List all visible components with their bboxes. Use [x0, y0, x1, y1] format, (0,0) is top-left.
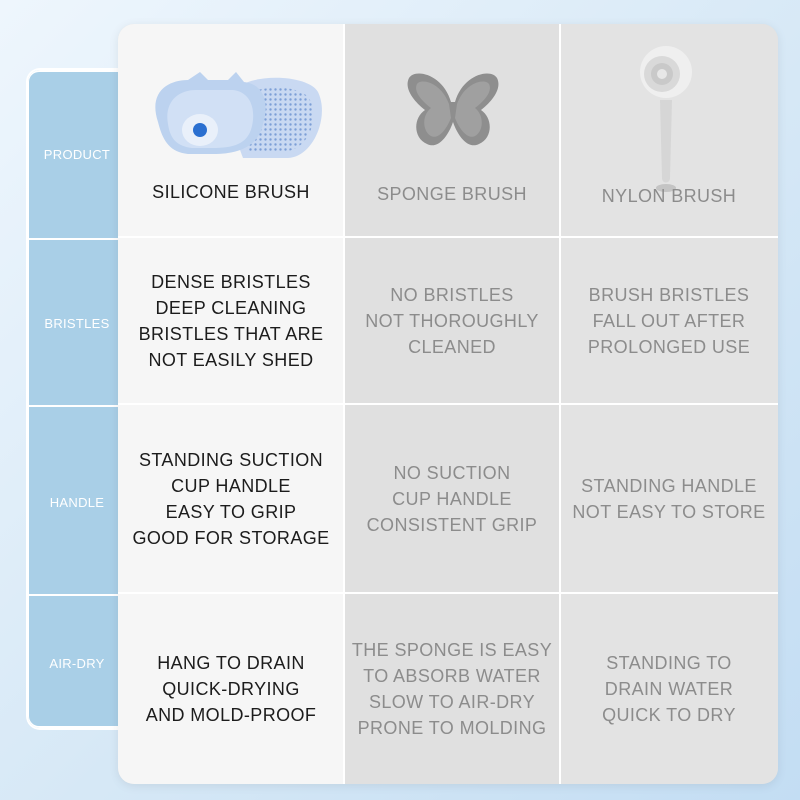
bristles-silicone: DENSE BRISTLES DEEP CLEANING BRISTLES THAT ARE NOT EASILY SHED — [138, 271, 324, 370]
product-name-sponge: SPONGE BRUSH — [377, 184, 527, 204]
bristles-sponge: NO BRISTLES NOT THOROUGHLY CLEANED — [365, 284, 539, 357]
comparison-table — [118, 24, 778, 784]
butterfly-sponge-image — [403, 64, 503, 154]
handle-sponge: NO SUCTION CUP HANDLE CONSISTENT GRIP — [366, 462, 538, 535]
handle-silicone: STANDING SUCTION CUP HANDLE EASY TO GRIP GOOD FOR STORAGE — [132, 449, 330, 548]
airdry-silicone: HANG TO DRAIN QUICK-DRYING AND MOLD-PROOF — [145, 653, 317, 725]
row-label-bristles: BRISTLES — [44, 315, 110, 331]
silicone-brush-image — [138, 62, 328, 172]
handle-nylon: STANDING HANDLE NOT EASY TO STORE — [572, 475, 766, 522]
row-label-product: PRODUCT — [43, 146, 111, 162]
row-label-column — [26, 68, 126, 730]
nylon-brush-image — [626, 38, 706, 198]
row-label-airdry: AIR-DRY — [49, 655, 105, 671]
bristles-nylon: BRUSH BRISTLES FALL OUT AFTER PROLONGED USE — [587, 284, 751, 357]
airdry-sponge: THE SPONGE IS EASY TO ABSORB WATER SLOW TO AIR-DRY PRONE TO MOLDING — [351, 640, 553, 738]
airdry-nylon: STANDING TO DRAIN WATER QUICK TO DRY — [602, 653, 736, 725]
product-name-silicone: SILICONE BRUSH — [152, 182, 310, 202]
product-name-nylon: NYLON BRUSH — [601, 186, 737, 206]
row-label-handle: HANDLE — [49, 494, 105, 510]
